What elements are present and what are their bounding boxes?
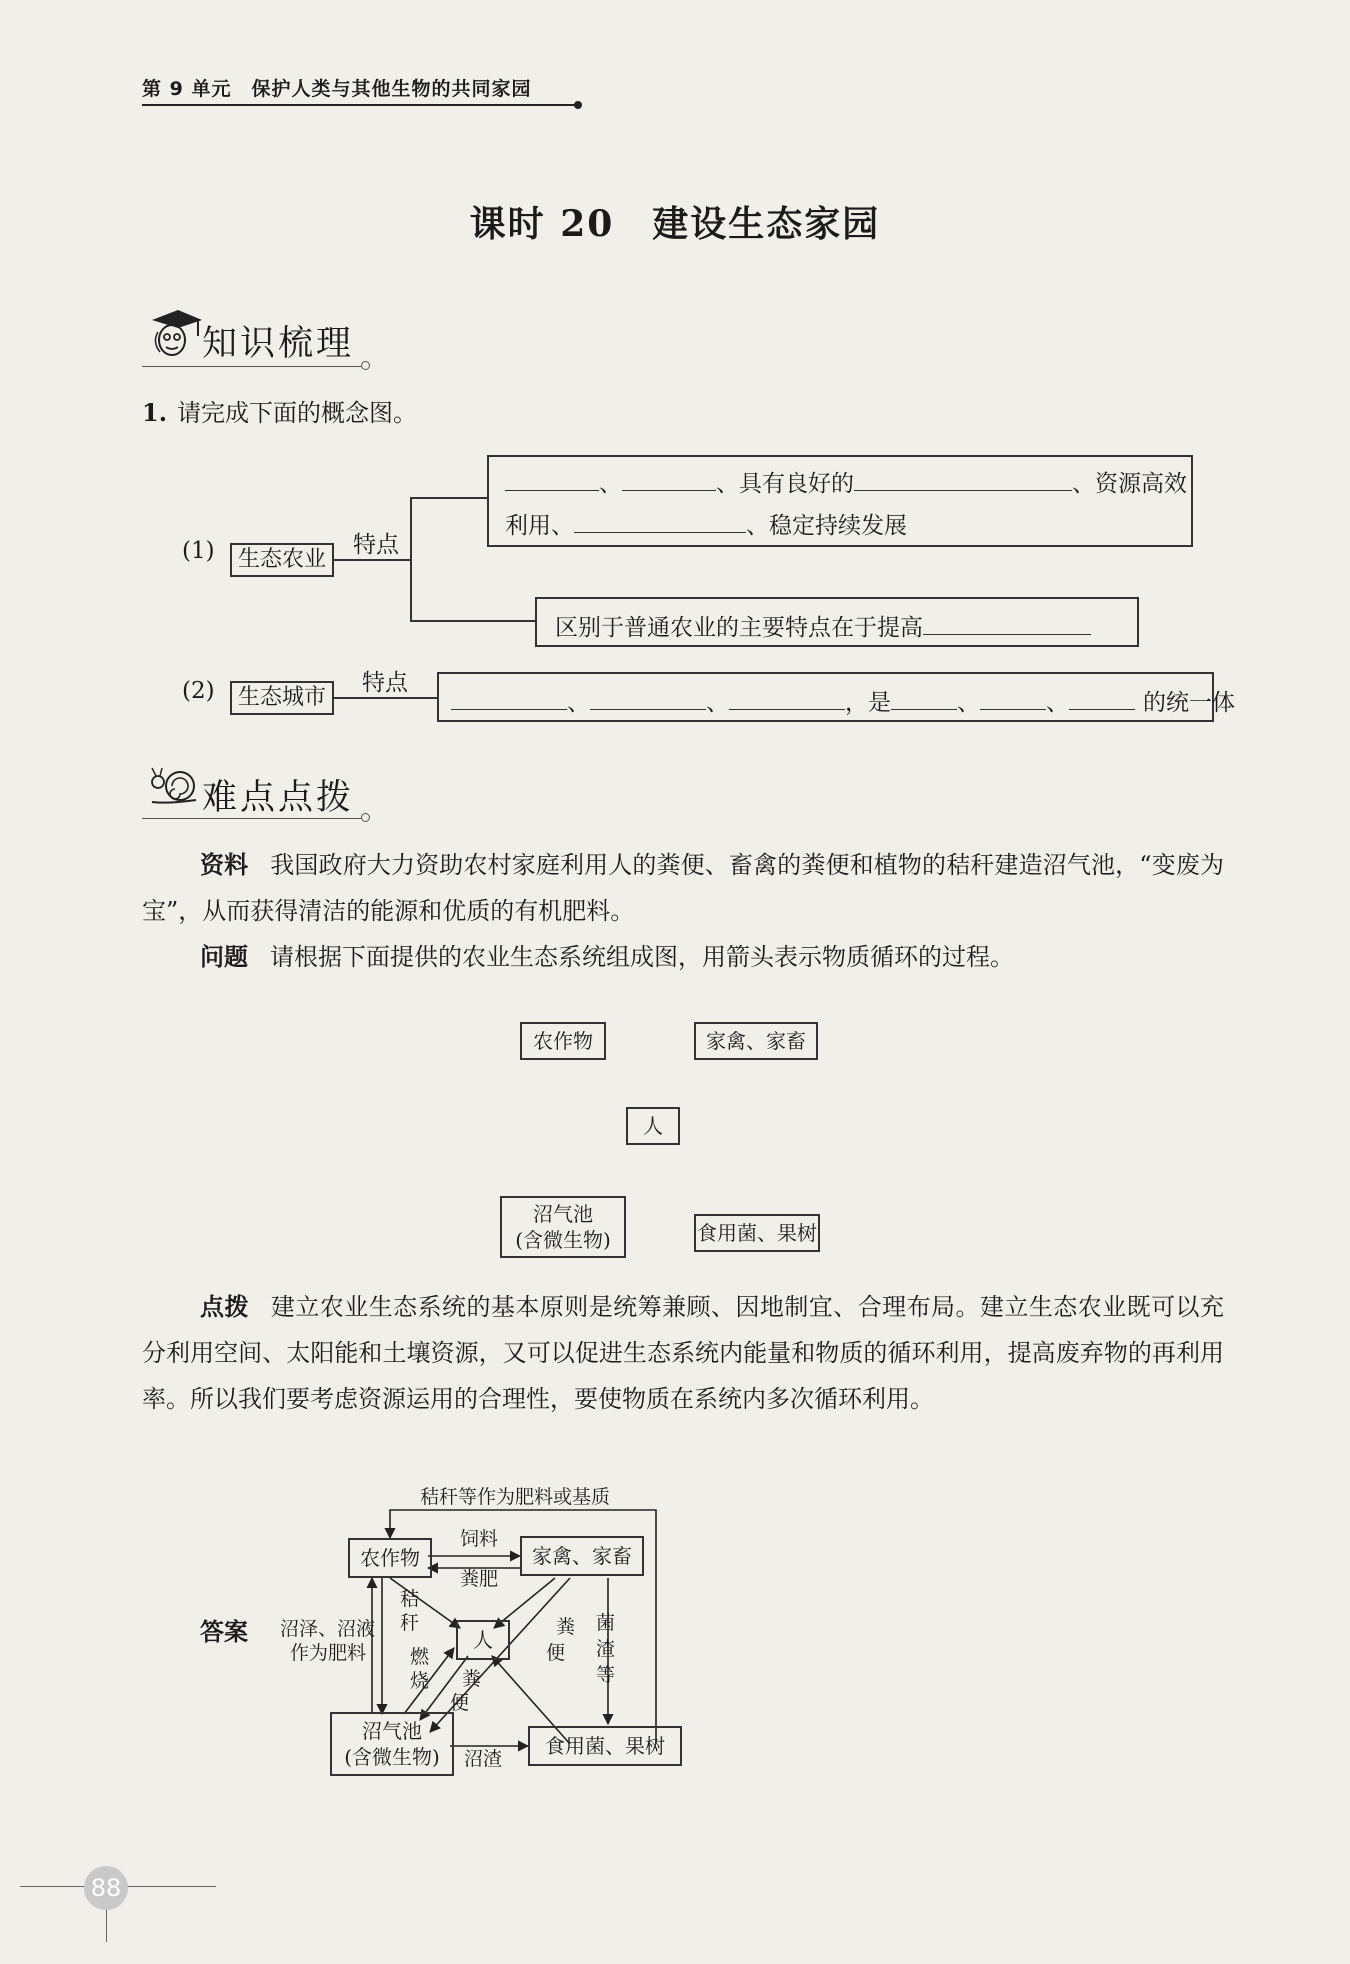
answer-blank[interactable] xyxy=(622,466,716,491)
material-paragraph xyxy=(142,842,1224,934)
answer-blank[interactable] xyxy=(451,685,567,710)
label-residue-3: 等 xyxy=(596,1664,616,1686)
part1-label: (1) xyxy=(182,538,215,564)
part2-label: (2) xyxy=(182,678,215,704)
box-text: 、具有良好的 xyxy=(716,471,854,497)
question-text: 请根据下面提供的农业生态系统组成图，用箭头表示物质循环的过程。 xyxy=(270,943,1014,971)
answer-blank[interactable] xyxy=(923,610,1091,635)
separator: 、 xyxy=(567,690,590,716)
keyword-tip: 点拨 xyxy=(200,1293,249,1321)
section-rule xyxy=(142,366,362,367)
label-straw-2: 秆 xyxy=(400,1612,420,1634)
question-paragraph xyxy=(142,934,1224,980)
answer-blank[interactable] xyxy=(980,685,1046,710)
answer-blank[interactable] xyxy=(729,685,845,710)
label-burn-1: 燃 xyxy=(410,1646,430,1668)
connector-line xyxy=(334,559,411,561)
label-manure: 粪肥 xyxy=(460,1568,499,1590)
tip-text: 建立农业生态系统的基本原则是统筹兼顾、因地制宜、合理布局。建立生态农业既可以充分利用空间、太阳能和土壤资源，又可以促进生态系统内能量和物质的循环利用，提高废弃物的再利用率。所以我们要考虑资源运用的合理性，要使物质在系统内多次循环利用。 xyxy=(142,1293,1225,1413)
section-title-difficulty: 难点点拨 xyxy=(202,778,355,818)
fill-line-1 xyxy=(505,465,1187,498)
node-biogas-line2: (含微生物) xyxy=(515,1228,611,1252)
label-livestock-feces-1: 粪 xyxy=(556,1616,576,1638)
label-slag: 沼渣 xyxy=(464,1748,503,1770)
label-residue-2: 渣 xyxy=(596,1638,616,1660)
answer-node-livestock: 家禽、家畜 xyxy=(520,1536,644,1576)
answer-blank[interactable] xyxy=(1069,685,1135,710)
question-number: 1. xyxy=(142,398,168,427)
label-burn-2: 烧 xyxy=(410,1670,430,1692)
feature-box-city xyxy=(437,672,1235,722)
section-rule-dot xyxy=(361,813,370,822)
answer-node-biogas xyxy=(330,1712,454,1776)
feature-box-difference xyxy=(535,597,1139,647)
label-straw-fertilizer: 秸秆等作为肥料或基质 xyxy=(420,1486,611,1508)
graduate-icon xyxy=(148,306,204,362)
edge-label-feature: 特点 xyxy=(362,670,408,696)
keyword-answer: 答案 xyxy=(200,1618,248,1646)
answer-node-crops: 农作物 xyxy=(348,1538,432,1578)
tip-paragraph xyxy=(142,1284,1224,1422)
answer-blank[interactable] xyxy=(574,508,746,533)
separator: 、 xyxy=(706,690,729,716)
answer-blank[interactable] xyxy=(891,685,957,710)
connector-line xyxy=(334,697,438,699)
answer-blank[interactable] xyxy=(505,466,599,491)
node-crops: 农作物 xyxy=(520,1022,606,1060)
node-human: 人 xyxy=(626,1107,680,1145)
connector-line xyxy=(410,497,488,499)
page-title: 课时 20 建设生态家园 xyxy=(469,203,881,245)
header-rule-dot xyxy=(574,101,582,109)
connector-line xyxy=(410,497,412,621)
box-text: 区别于普通农业的主要特点在于提高 xyxy=(555,615,923,641)
fill-line-2 xyxy=(505,507,907,540)
fill-line-3 xyxy=(555,609,1091,642)
section-rule-dot xyxy=(361,361,370,370)
section-title-knowledge: 知识梳理 xyxy=(202,324,355,364)
label-slurry-2: 作为肥料 xyxy=(290,1642,367,1664)
label-livestock-feces-2: 便 xyxy=(546,1642,566,1664)
snail-icon xyxy=(148,764,204,808)
answer-node-fungi-fruit: 食用菌、果树 xyxy=(528,1726,682,1766)
node-eco-agriculture: 生态农业 xyxy=(230,543,334,577)
page-number: 88 xyxy=(84,1866,128,1910)
material-text: 我国政府大力资助农村家庭利用人的粪便、畜禽的粪便和植物的秸秆建造沼气池，“变废为宝”，从而获得清洁的能源和优质的有机肥料。 xyxy=(142,851,1224,925)
box-text: 利用、 xyxy=(505,513,574,539)
feature-box-agriculture xyxy=(487,455,1193,547)
answer-node-human: 人 xyxy=(456,1620,510,1660)
question-1 xyxy=(142,393,417,428)
box-text: 、稳定持续发展 xyxy=(746,513,907,539)
answer-node-biogas-line2: (含微生物) xyxy=(344,1745,440,1769)
keyword-material: 资料 xyxy=(200,851,249,879)
answer-blank[interactable] xyxy=(590,685,706,710)
label-human-feces-2: 便 xyxy=(450,1692,470,1714)
edge-label-feature: 特点 xyxy=(353,532,399,558)
box-text: 、资源高效 xyxy=(1072,471,1187,497)
keyword-question: 问题 xyxy=(200,943,248,971)
label-feed: 饲料 xyxy=(460,1528,499,1550)
separator: 、 xyxy=(957,690,980,716)
header-rule xyxy=(142,104,580,106)
label-residue-1: 菌 xyxy=(596,1612,616,1634)
question-text: 请完成下面的概念图。 xyxy=(177,399,418,427)
box-text: ，是 xyxy=(845,690,891,716)
box-text: 的统一体 xyxy=(1143,690,1235,716)
answer-blank[interactable] xyxy=(854,466,1072,491)
fill-line-4 xyxy=(451,684,1235,717)
node-eco-city: 生态城市 xyxy=(230,681,334,715)
node-biogas-line1: 沼气池 xyxy=(533,1202,593,1226)
node-fungi-fruit: 食用菌、果树 xyxy=(694,1214,820,1252)
separator: 、 xyxy=(599,471,622,497)
section-rule xyxy=(142,818,362,819)
unit-header: 第 9 单元 保护人类与其他生物的共同家园 xyxy=(142,78,532,100)
node-livestock: 家禽、家畜 xyxy=(694,1022,818,1060)
connector-line xyxy=(410,620,536,622)
label-human-feces-1: 粪 xyxy=(462,1668,482,1690)
answer-node-biogas-line1: 沼气池 xyxy=(362,1719,422,1743)
label-slurry-1: 沼泽、沼液 xyxy=(280,1618,376,1640)
separator: 、 xyxy=(1046,690,1069,716)
node-biogas xyxy=(500,1196,626,1258)
label-straw-1: 秸 xyxy=(400,1588,420,1610)
